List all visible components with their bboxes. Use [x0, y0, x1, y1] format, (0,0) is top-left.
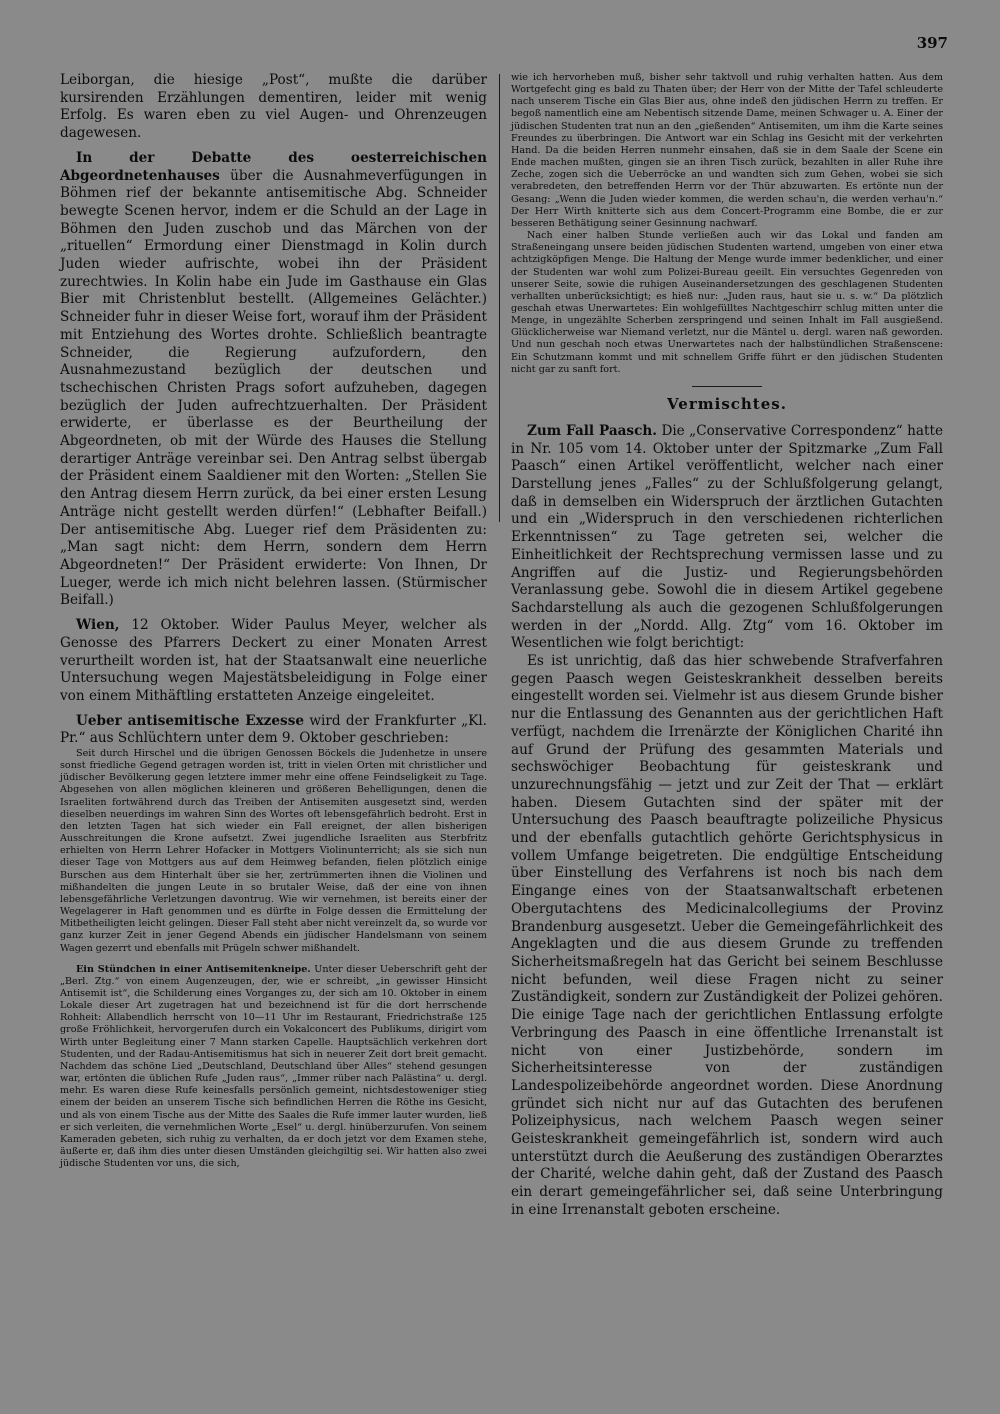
column-divider	[499, 74, 500, 522]
article-exzesse	[60, 713, 487, 748]
article-kneipe-body: Unter dieser Ueberschrift geht der „Berl. Ztg.“ von einem Augenzeugen, der, wie er schreibt, „in gewisser Hinsicht Antisemit ist“, die Schilderung eines Vorganges zu, der sich am 10. Oktober in einem Lokale dieser Art zugetragen hat und bezeichnend ist für die dort herrschende Rohheit: Allabendlich herrscht von 10—11 Uhr im Restaurant, Friedrichstraße 125 große Fröhlichkeit, hervorgerufen durch ein Vokalconcert des Publikums, dirigirt vom Wirth unter Begleitung einer 7 Mann starken Capelle. Hauptsächlich verkehren dort Studenten, und der Radau-Antisemitismus hat sich in neuerer Zeit dort breit gemacht. Nachdem das schöne Lied „Deutschland, Deutschland über Alles“ stehend gesungen war, ertönten die üblichen Rufe „Juden raus“, „Immer rüber nach Palästina“ u. dergl. mehr. Es waren diese Rufe keinesfalls persönlich gemeint, nichtsdestoweniger stieg einem der beiden an unserem Tische sich befindlichen Herren die Röthe ins Gesicht, und als von einem Tische aus der Mitte des Saales die Rufe immer lauter wurden, ließ er sich verleiten, die vernehmlichen Worte „Esel“ u. dergl. hinüberzurufen. Von seinem Kameraden gebeten, sich ruhig zu verhalten, da er doch jetzt vor dem Examen stehe, äußerte er, daß ihm dies unter diesen Umständen gleichgiltig sei. Wir hatten also zwei jüdische Studenten vor uns, die sich,	[60, 963, 487, 1170]
section-heading-vermischtes: Vermischtes.	[667, 394, 787, 413]
article-paasch-body: Die „Conservative Correspondenz“ hatte in Nr. 105 vom 14. Oktober unter der Spitzmarke „Zum Fall Paasch“ einen Artikel veröffentlicht, welcher nach einer Darstellung jenes „Falles“ zu der Schlußfolgerung gelangt, daß in demselben ein Widerspruch der ärztlichen Gutachten und ein „Widerspruch in den verschiedenen richterlichen Erkenntnissen“ zu Tage getreten sei, welcher die Einheitlichkeit der Rechtsprechung vermissen lasse und zu Angriffen auf die Justiz- und Regierungsbehörden Veranlassung gebe. Sowohl die in diesem Artikel gegebene Sachdarstellung als auch die gezogenen Schlußfolgerungen werden in der „Nordd. Allg. Ztg“ vom 16. Oktober im Wesentlichen wie folgt berichtigt:	[511, 422, 943, 652]
paragraph-post: Leiborgan, die hiesige „Post“, mußte die darüber kursirenden Erzählungen dementiren, leider mit wenig Erfolg. Es waren eben zu viel Augen- und Ohrenzeugen dagewesen.	[60, 72, 487, 142]
section-rule	[692, 386, 762, 387]
article-kneipe-heading: Ein Stündchen in einer Antisemitenkneipe.	[76, 963, 311, 975]
article-exzesse-body: wird der Frankfurter „Kl. Pr.“ aus Schlüchtern unter dem 9. Oktober geschrieben:	[60, 712, 487, 747]
article-debatte-heading: In der Debatte des oesterreichischen Abgeordnetenhauses	[60, 149, 487, 184]
left-column	[60, 72, 487, 1170]
article-wien-body: 12 Oktober. Wider Paulus Meyer, welcher als Genosse des Pfarrers Deckert zu einer Monaten Arrest verurtheilt worden ist, hat der Staatsanwalt eine neuerliche Untersuchung wegen Majestätsbeleidigung in Folge einer von einem Mithäftling erstatteten Anzeige eingeleitet.	[60, 617, 487, 704]
page-number: 397	[916, 34, 948, 52]
article-debatte-body: über die Ausnahmeverfügungen in Böhmen rief der bekannte antisemitische Abg. Schneider bewegte Scenen hervor, indem er die Schuld an der Lage in Böhmen den Juden zuschob und das Märchen von der „rituellen“ Ermordung einer Dienstmagd in Kolin durch Juden wieder aufrischte, wobei ihn der Präsident zurechtwies. In Kolin habe ein Jude im Gasthause ein Glas Bier mit Christenblut bestellt. (Allgemeines Gelächter.) Schneider fuhr in dieser Weise fort, worauf ihm der Präsident mit Entziehung des Wortes drohte. Schließlich beantragte Schneider, die Regierung aufzufordern, den Ausnahmezustand bezüglich der deutschen und tschechischen Christen Prags sofort aufzuheben, dagegen bezüglich der Juden aufrechtzuerhalten. Der Präsident erwiderte, er überlasse es der Beurtheilung der Abgeordneten, ob mit der Würde des Hauses die Stellung derartiger Anträge vereinbar sei. Den Antrag selbst übergab der Präsident einem Saaldiener mit den Worten: „Stellen Sie den Antrag diesem Herrn zurück, da bei einer ersten Lesung Anträge nicht gestellt werden dürfen!“ (Lebhafter Beifall.) Der antisemitische Abg. Lueger rief dem Präsidenten zu: „Man sagt nicht: dem Herrn, sondern dem Herrn Abgeordneten!“ Der Präsident erwiderte: Von Ihnen, Dr Lueger, werde ich mich nicht belehren lassen. (Stürmischer Beifall.)	[60, 167, 487, 609]
article-paasch-quote: Es ist unrichtig, daß das hier schwebende Strafverfahren gegen Paasch wegen Geisteskrankheit desselben bereits eingestellt worden sei. Vielmehr ist aus diesem Grunde bisher nur die Entlassung des Genannten aus der gerichtlichen Haft verfügt, nachdem die Irrenärzte der Königlichen Charité ihn auf Grund der Prüfung des gesammten Materials und sechswöchiger Beobachtung für geisteskrank und unzurechnungsfähig — jetzt und zur Zeit der That — erklärt haben. Diesem Gutachten sind der später mit der Untersuchung des Paasch beauftragte polizeiliche Physicus und der ebenfalls gutachtlich gehörte Gerichtsphysicus in vollem Umfange beigetreten. Die endgültige Entscheidung über Einstellung des Verfahrens ist noch bis nach dem Eingange eines von der Staatsanwaltschaft erbetenen Obergutachtens des Medicinalcollegiums der Provinz Brandenburg ausgesetzt. Ueber die Gemeingefährlichkeit des Angeklagten und die aus diesem Grunde zu treffenden Sicherheitsmaßregeln hat das Gericht bei seinem Beschlusse nicht befunden, weil diese Fragen nicht zu seiner Zuständigkeit, sondern zur Zuständigkeit der Polizei gehören. Die einige Tage nach der gerichtlichen Entlassung erfolgte Verbringung des Paasch in eine öffentliche Irrenanstalt ist nicht von einer Justizbehörde, sondern im Sicherheitsinteresse von der zuständigen Landespolizeibehörde angeordnet worden. Diese Anordnung gründet sich nicht nur auf das Gutachten des berufenen Polizeiphysicus, nach welchem Paasch wegen seiner Geisteskrankheit gemeingefährlich ist, sondern wird auch unterstützt durch die Aeußerung des zuständigen Oberarztes der Charité, welche dahin geht, daß der Zustand des Paasch ein derart gemeingefährlicher sei, daß seine Unterbringung in eine Irrenanstalt geboten erscheine.	[511, 653, 943, 1218]
article-exzesse-heading: Ueber antisemitische Exzesse	[76, 712, 305, 729]
article-debatte	[60, 150, 487, 610]
article-paasch-heading: Zum Fall Paasch.	[527, 422, 657, 439]
kneipe-continued-2: Nach einer halben Stunde verließen auch wir das Lokal und fanden am Straßeneingang unsere beiden jüdischen Studenten wartend, umgeben von einer etwa achtzigköpfigen Menge. Die Haltung der Menge wurde immer bedenklicher, und einer der Studenten war wohl zum Polizei-Bureau geeilt. Ein versuchtes Gegenreden von unserer Seite, sowie die ruhigen Auseinandersetzungen des geschlagenen Studenten verhallten unberücksichtigt; es hieß nur: „Juden raus, haut sie u. s. w.“ Da plötzlich geschah etwas Unerwartetes: Ein wohlgefülltes Nachtgeschirr schlug mitten unter die Menge, in ungezählte Scherben zerspringend und seinen Inhalt im Fall ausgießend. Glücklicherweise war Niemand verletzt, nur die Mäntel u. dergl. waren naß geworden. Und nun geschah noch etwas Unerwartetes nach der halbstündlichen Straßenscene: Ein Schutzmann kommt und mit schnellem Griffe führt er den jüdischen Studenten nicht gar zu sanft fort.	[511, 230, 943, 375]
article-paasch	[511, 423, 943, 653]
article-kneipe	[60, 964, 487, 1171]
article-exzesse-quote: Seit durch Hirschel und die übrigen Genossen Böckels die Judenhetze in unsere sonst friedliche Gegend getragen worden ist, tritt in vielen Orten mit christlicher und jüdischer Bevölkerung gegen letztere immer mehr eine offene Feindseligkeit zu Tage. Abgesehen von allen möglichen kleineren und größeren Behelligungen, denen die Israeliten fortwährend durch das Treiben der Antisemiten ausgesetzt sind, werden dieselben neuerdings im wahren Sinn des Wortes oft lebensgefährlich bedroht. Erst in den letzten Tagen hat sich wieder ein Fall ereignet, der allen bisherigen Ausschreitungen die Krone aufsetzt. Zwei jugendliche Israeliten aus Sterbfritz erhielten von Herrn Lehrer Hofacker in Mottgers Violinunterricht; als sie sich nun dieser Tage von Mottgers aus auf dem Heimweg befanden, fielen plötzlich einige Burschen aus dem Hinterhalt über sie her, zertrümmerten ihnen die Violinen und mißhandelten die jungen Leute in so brutaler Weise, daß der eine von ihnen lebensgefährliche Verletzungen davontrug. Wie wir vernehmen, ist bereits einer der Wegelagerer in Haft genommen und es dürfte in Folge dessen die Ermittelung der Mitbetheiligten leicht gelingen. Dieser Fall steht aber nicht vereinzelt da, so wurde vor ganz kurzer Zeit in jener Gegend Abends ein jüdischer Handelsmann von seinem Wagen gezerrt und ebenfalls mit Prügeln schwer mißhandelt.	[60, 748, 487, 954]
kneipe-continued: wie ich hervorheben muß, bisher sehr taktvoll und ruhig verhalten hatten. Aus dem Wortgefecht ging es bald zu Thaten über; der Herr von der Mitte der Tafel schleuderte nach unserem Tische ein Glas Bier aus, ohne indeß den jüdischen Herrn zu treffen. Er begoß namentlich eine am Nebentisch sitzende Dame, meinen Schwager u. A. Einer der jüdischen Studenten trat nun an den „gießenden“ Antisemiten, um ihm die Karte seines Freundes zu überbringen. Die Antwort war ein Schlag ins Gesicht mit der verkehrten Hand. Da die beiden Herren nunmehr einsahen, daß sie in dem Saale der Scene ein Ende machen mußten, gingen sie an ihren Tisch zurück, bezahlten in aller Ruhe ihre Zeche, zogen sich die Ueberröcke an und wandten sich zum Gehen, wobei sie sich verabredeten, den betreffenden Herrn vor der Thür abzuwarten. Es ertönte nun der Gesang: „Wenn die Juden wieder kommen, die werden schau'n, die werden verhau'n.“ Der Herr Wirth knitterte sich aus dem Concert-Programm eine Bombe, die er zur besseren Bethätigung seiner Gesinnung nachwarf.	[511, 72, 943, 229]
right-column	[511, 72, 943, 1220]
article-wien	[60, 617, 487, 706]
article-wien-heading: Wien,	[76, 617, 120, 634]
